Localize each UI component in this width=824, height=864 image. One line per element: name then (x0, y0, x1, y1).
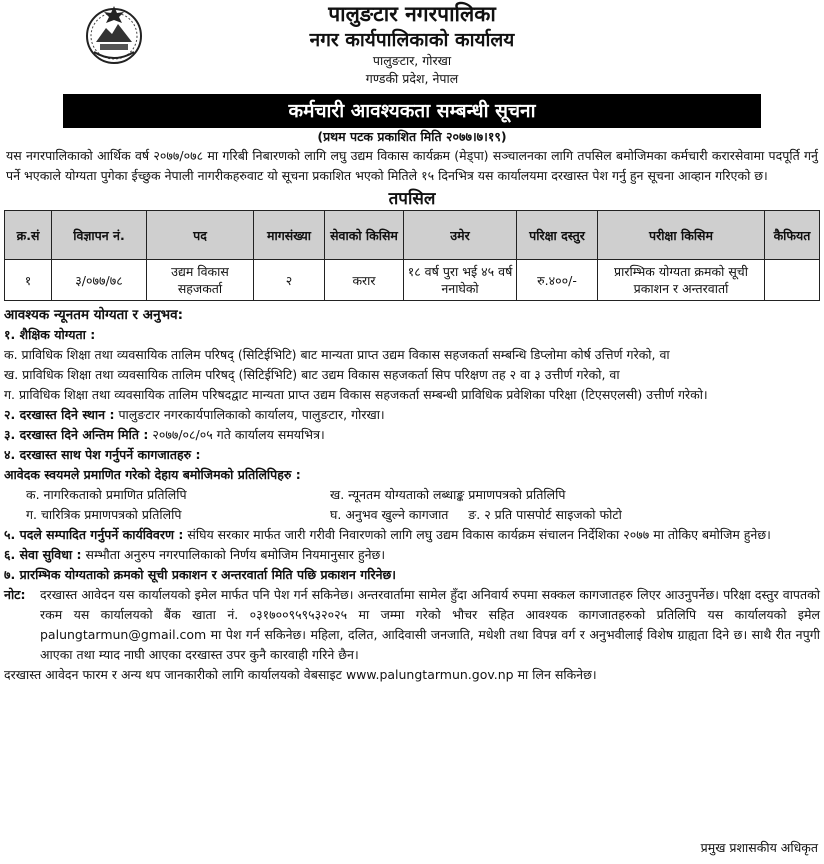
table-cell: करार (325, 260, 404, 301)
column-header: क्र.सं (5, 211, 52, 260)
vacancy-table (4, 210, 820, 301)
section-label: ३. दरखास्त दिने अन्तिम मिति : (4, 427, 149, 442)
column-header: पद (147, 211, 254, 260)
section-text: २०७७/०८/०५ गते कार्यालय समयभित्र। (152, 427, 325, 442)
document-item: घ. अनुभव खुल्ने कागजात ङ. २ प्रति पासपोर्ट साइजको फोटो (330, 507, 622, 522)
table-cell: १ (5, 260, 52, 301)
documents-row (4, 505, 820, 525)
table-title: तपसिल (388, 189, 436, 209)
signature-title: प्रमुख प्रशासकीय अधिकृत (700, 840, 818, 855)
footer-text: दरखास्त आवेदन फारम र अन्य थप जानकारीको लागि कार्यालयको वेबसाइट www.palungtarmun.gov.np मा लिन सकिनेछ। (4, 667, 597, 682)
application-place (4, 405, 820, 425)
column-header: मागसंख्या (254, 211, 325, 260)
job-description (4, 525, 820, 545)
table-cell (765, 260, 820, 301)
section-label: ६. सेवा सुविधा : (4, 547, 82, 562)
documents-subheading: आवेदक स्वयमले प्रमाणित गरेको देहाय बमोजिमको प्रतिलिपिहरु : (4, 467, 301, 482)
column-header: परीक्षा किसिम (598, 211, 765, 260)
qualification-item: क. प्राविधिक शिक्षा तथा व्यवसायिक तालिम परिषद् (सिटिईभिटि) बाट मान्यता प्राप्त उद्यम विकास सहजकर्ता सम्बन्धि डिप्लोमा कोर्ष उत्तिर्ण गरेको, वा (4, 347, 670, 362)
section-label: ५. पदले सम्पादित गर्नुपर्ने कार्यविवरण : (4, 527, 184, 542)
column-header: परिक्षा दस्तुर (517, 211, 598, 260)
note-block (4, 585, 820, 665)
section-text: सम्भौता अनुरुप नगरपालिकाको निर्णय बमोजिम नियमानुसार हुनेछ। (85, 547, 386, 562)
table-cell: ३/०७७/७८ (52, 260, 147, 301)
column-header: सेवाको किसिम (325, 211, 404, 260)
section-text: संघिय सरकार मार्फत जारी गरीवी निवारणको लागि लघु उद्यम विकास कार्यक्रम संचालन निर्देशिका २०७७ मा तोकिए बमोजिम हुनेछ। (187, 527, 771, 542)
document-item: ख. न्यूनतम योग्यताको लब्धाङ्क प्रमाणपत्रको प्रतिलिपि (330, 487, 566, 502)
intro-paragraph: यस नगरपालिकाको आर्थिक वर्ष २०७७/०७८ मा गरिबी निबारणको लागि लघु उद्यम विकास कार्यक्रम (मेड्पा) सञ्चालनका लागि तपसिल बमोजिमका कर्मचारी करारसेवामा पदपूर्ति गर्नु पर्ने भएकाले योग्यता पुगेका ईच्छुक नेपाली नागरीकहरुवाट यो सूचना प्रकाशित भएको मितिले १५ दिनभित्र यस कार्यालयमा दरखास्त पेश गर्नु हुन सूचना आव्हान गरिएको छ। (6, 148, 818, 183)
column-header: विज्ञापन नं. (52, 211, 147, 260)
section-label: २. दरखास्त दिने स्थान : (4, 407, 115, 422)
application-deadline (4, 425, 820, 445)
table-header-row (5, 211, 820, 260)
column-header: कैफियत (765, 211, 820, 260)
nepal-government-emblem-icon (82, 2, 146, 66)
education-heading: १. शैक्षिक योग्यता : (4, 327, 96, 342)
qualification-item: ख. प्राविधिक शिक्षा तथा व्यवसायिक तालिम परिषद् (सिटिईभिटि) बाट उद्यम विकास सहजकर्ता सिप परिक्षण तह २ वा ३ उत्तीर्ण गरेको, वा (4, 367, 620, 382)
province-name: गण्डकी प्रदेश, नेपाल (365, 71, 459, 86)
table-cell: प्रारम्भिक योग्यता क्रमको सूची प्रकाशन र अन्तरवार्ता (598, 260, 765, 301)
notice-title-banner: कर्मचारी आवश्यकता सम्बन्धी सूचना (63, 94, 761, 128)
column-header: उमेर (404, 211, 517, 260)
note-label: नोट: (4, 587, 26, 602)
municipality-name: पालुङटार नगरपालिका (328, 2, 496, 26)
section-text: पालुङटार नगरकार्यपालिकाको कार्यालय, पालुङटार, गोरखा। (118, 407, 385, 422)
shortlist-notice: ७. प्रारम्भिक योग्यताको क्रमको सूची प्रकाशन र अन्तरवार्ता मिति पछि प्रकाशन गरिनेछ। (4, 567, 397, 582)
letterhead (4, 0, 820, 92)
document-item: क. नागरिकताको प्रमाणित प्रतिलिपि (26, 487, 187, 502)
note-text: दरखास्त आवेदन यस कार्यालयको इमेल मार्फत पनि पेश गर्न सकिनेछ। अन्तरवार्तामा सामेल हुँदा अनिवार्य रुपमा सक्कल कागजातहरु लिएर आउनुपर्नेछ। परिक्षा दस्तुर वापतको रकम यस कार्यालयको बैंक खाता नं. ०३१७००९५९५३२०२५ मा जम्मा गरेको भौचर सहित आवश्यक कागजातहरुको प्रतिलिपि यस कार्यालयको इमेल palungtarmun@gmail.com मा पेश गर्न सकिनेछ। महिला, दलित, आदिवासी जनजाति, मधेशी तथा विपन्न वर्ग र अनुभवीलाई विशेष ग्राह्यता दिने छ। साथै रीत नपुगी आएका तथा म्याद नाघी आएका दरखास्त उपर कुनै कारवाही गरिने छैन। (40, 587, 820, 662)
documents-row (4, 485, 820, 505)
office-address: पालुङटार, गोरखा (372, 53, 452, 68)
publish-date: (प्रथम पटक प्रकाशित मिति २०७७।७।१९) (317, 129, 507, 144)
documents-heading: ४. दरखास्त साथ पेश गर्नुपर्ने कागजातहरु : (4, 447, 201, 462)
table-cell: २ (254, 260, 325, 301)
table-cell: रु.४००/- (517, 260, 598, 301)
office-name: नगर कार्यपालिकाको कार्यालय (309, 29, 515, 51)
qualification-heading: आवश्यक न्यूनतम योग्यता र अनुभव: (4, 307, 183, 323)
service-facility (4, 545, 820, 565)
table-row (5, 260, 820, 301)
table-cell: १८ वर्ष पुरा भई ४५ वर्ष ननाघेको (404, 260, 517, 301)
qualification-item: ग. प्राविधिक शिक्षा तथा व्यवसायिक तालिम परिषदद्वाट मान्यता प्राप्त उद्यम विकास सहजकर्ता सम्बन्धी प्राविधिक प्रवेशिका परिक्षा (टिएसएलसी) उत्तीर्ण गरेको। (4, 387, 708, 402)
document-item: ग. चारित्रिक प्रमाणपत्रको प्रतिलिपि (26, 507, 182, 522)
table-cell: उद्यम विकास सहजकर्ता (147, 260, 254, 301)
